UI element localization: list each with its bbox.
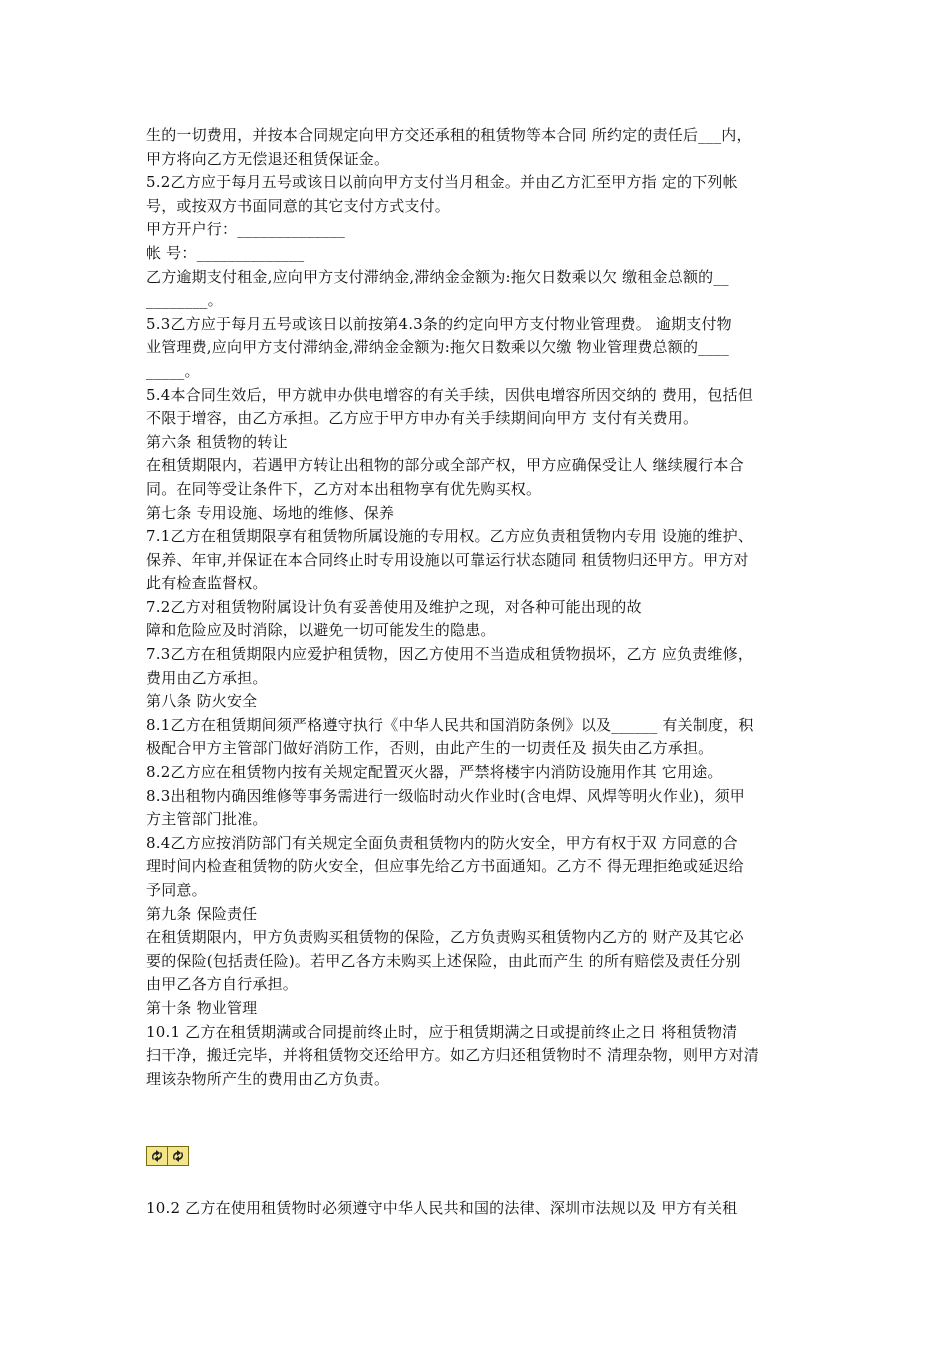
document-body	[146, 124, 811, 1091]
document-line: 8.1乙方在租赁期间须严格遵守执行《中华人民共和国消防条例》以及______ 有关制度，积	[146, 715, 754, 734]
document-line: 生的一切费用，并按本合同规定向甲方交还承租的租赁物等本合同 所约定的责任后___内，	[146, 126, 752, 144]
document-line: 第十条 物业管理	[146, 998, 258, 1017]
document-line: 予同意。	[146, 881, 207, 899]
document-line: 极配合甲方主管部门做好消防工作，否则，由此产生的一切责任及 损失由乙方承担。	[146, 739, 714, 758]
document-line: 方主管部门批准。	[146, 810, 268, 829]
document-line: 8.4乙方应按消防部门有关规定全面负责租赁物内的防火安全，甲方有权于双 方同意的合	[146, 833, 738, 852]
document-line: 5.3乙方应于每月五号或该日以前按第4.3条的约定向甲方支付物业管理费。 逾期支付物	[146, 314, 732, 333]
document-line: 8.3出租物内确因维修等事务需进行一级临时动火作业时(含电焊、风焊等明火作业)，须甲	[146, 786, 745, 805]
document-line: 7.1乙方在租赁期限享有租赁物所属设施的专用权。乙方应负责租赁物内专用 设施的维护、	[146, 527, 754, 546]
document-line: 在租赁期限内，甲方负责购买租赁物的保险，乙方负责购买租赁物内乙方的 财产及其它必	[146, 928, 744, 947]
document-line: 8.2乙方应在租赁物内按有关规定配置灭火器，严禁将楼宇内消防设施用作其 它用途。	[146, 763, 723, 782]
document-line: 第七条 专用设施、场地的维修、保养	[146, 503, 395, 522]
document-line: 帐 号：______________	[146, 243, 305, 262]
document-line: 第九条 保险责任	[146, 904, 258, 923]
document-line: 此有检查监督权。	[146, 574, 268, 593]
link-arrow-icon[interactable]	[147, 1147, 167, 1165]
document-line: 第八条 防火安全	[146, 692, 258, 711]
document-line: 第六条 租赁物的转让	[146, 432, 288, 451]
document-line: 5.4本合同生效后，甲方就申办供电增容的有关手续，因供电增容所因交纳的 费用，包括但	[146, 385, 754, 404]
document-line: 扫干净，搬迁完毕，并将租赁物交还给甲方。如乙方归还租赁物时不 清理杂物，则甲方对清	[146, 1046, 759, 1065]
document-line: 不限于增容，由乙方承担。乙方应于甲方申办有关手续期间向甲方 支付有关费用。	[146, 409, 699, 428]
document-line: 7.2乙方对租赁物附属设计负有妥善使用及维护之现，对各种可能出现的故	[146, 597, 642, 616]
document-line: 业管理费,应向甲方支付滞纳金,滞纳金金额为:拖欠日数乘以欠缴 物业管理费总额的____	[146, 338, 729, 357]
document-line: 费用由乙方承担。	[146, 668, 268, 687]
document-last-line: 10.2 乙方在使用租赁物时必须遵守中华人民共和国的法律、深圳市法规以及 甲方有关租	[146, 1199, 738, 1217]
document-line: 在租赁期限内，若遇甲方转让出租物的部分或全部产权，甲方应确保受让人 继续履行本合	[146, 456, 744, 475]
document-line: 理时间内检查租赁物的防火安全，但应事先给乙方书面通知。乙方不 得无理拒绝或延迟给	[146, 857, 744, 876]
link-icon-group[interactable]	[146, 1146, 189, 1166]
document-line: 保养、年审,并保证在本合同终止时专用设施以可靠运行状态随同 租赁物归还甲方。甲方对	[146, 550, 749, 569]
document-line: 甲方开户行：______________	[146, 220, 346, 239]
document-line: 障和危险应及时消除，以避免一切可能发生的隐患。	[146, 621, 496, 640]
document-line: 同。在同等受让条件下，乙方对本出租物享有优先购买权。	[146, 479, 542, 498]
document-line: _____。	[146, 361, 200, 380]
document-line: 要的保险(包括责任险)。若甲乙各方未购买上述保险，由此而产生 的所有赔偿及责任分别	[146, 951, 741, 970]
document-line: 理该杂物所产生的费用由乙方负责。	[146, 1069, 390, 1088]
document-line: 甲方将向乙方无偿退还租赁保证金。	[146, 149, 390, 168]
link-arrow-icon[interactable]	[167, 1147, 188, 1165]
document-line: 号，或按双方书面同意的其它支付方式支付。	[146, 196, 451, 215]
document-line: 由甲乙各方自行承担。	[146, 975, 299, 994]
document-line: ________。	[146, 291, 223, 310]
document-line: 10.1 乙方在租赁期满或合同提前终止时，应于租赁期满之日或提前终止之日 将租赁物清	[146, 1022, 738, 1041]
document-line: 5.2乙方应于每月五号或该日以前向甲方支付当月租金。并由乙方汇至甲方指 定的下列帐	[146, 173, 738, 192]
document-line: 7.3乙方在租赁期限内应爱护租赁物，因乙方使用不当造成租赁物损坏，乙方 应负责维修，	[146, 645, 754, 664]
document-line: 乙方逾期支付租金,应向甲方支付滞纳金,滞纳金金额为:拖欠日数乘以欠 缴租金总额的__	[146, 267, 729, 286]
